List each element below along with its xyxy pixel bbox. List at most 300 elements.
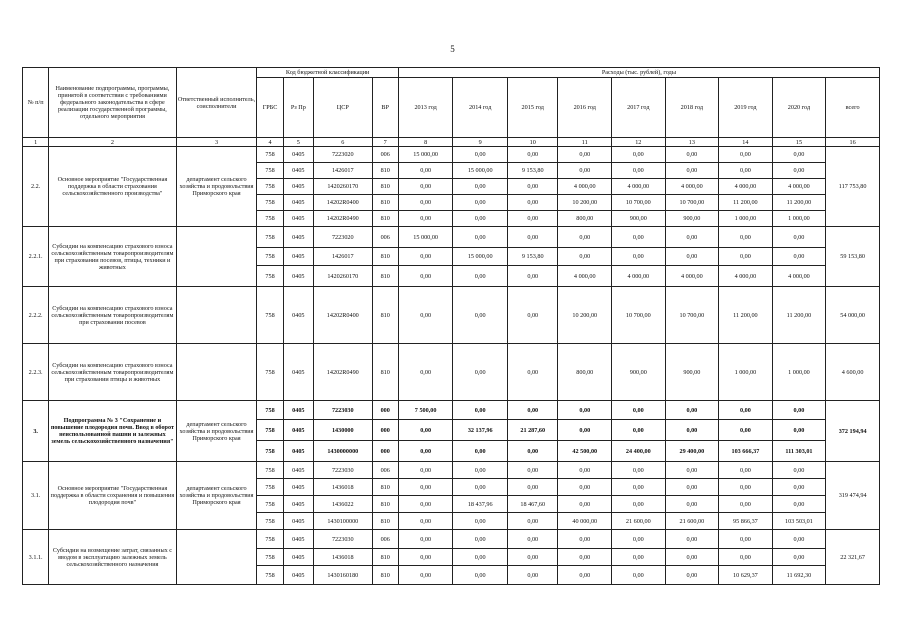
cell-2014: 0,00 xyxy=(453,401,508,420)
cell-2014: 0,00 xyxy=(453,179,508,195)
row-number: 3.1. xyxy=(23,462,49,530)
budget-table xyxy=(22,67,880,585)
cell-2017: 21 600,00 xyxy=(612,513,666,530)
cell-2019: 0,00 xyxy=(719,227,773,248)
cell-2013: 0,00 xyxy=(398,513,453,530)
cell-2015: 9 153,80 xyxy=(507,163,558,179)
cell-2016: 10 200,00 xyxy=(558,287,612,344)
row-total: 22 321,67 xyxy=(826,530,880,585)
cell-csr: 1430000000 xyxy=(313,441,372,462)
cell-2018: 0,00 xyxy=(665,401,719,420)
cell-rzpr: 0405 xyxy=(283,211,313,227)
cell-2017: 0,00 xyxy=(612,530,666,549)
cell-2014: 18 437,96 xyxy=(453,496,508,513)
cell-grbs: 758 xyxy=(257,163,283,179)
cell-2017: 0,00 xyxy=(612,566,666,585)
row-number: 2.2.3. xyxy=(23,344,49,401)
cell-2015: 0,00 xyxy=(507,530,558,549)
cell-csr: 7223030 xyxy=(313,530,372,549)
row-executor xyxy=(176,530,257,585)
cell-2018: 0,00 xyxy=(665,420,719,441)
cell-rzpr: 0405 xyxy=(283,401,313,420)
cell-grbs: 758 xyxy=(257,344,283,401)
cell-2015: 0,00 xyxy=(507,287,558,344)
row-name: Основное мероприятие "Государственная поддержка в области сохранения и повышения плодородия почв" xyxy=(49,462,176,530)
cell-2018: 4 000,00 xyxy=(665,266,719,287)
header-2017: 2017 год xyxy=(612,78,666,138)
col-num: 3 xyxy=(176,138,257,147)
cell-2013: 15 000,00 xyxy=(398,227,453,248)
cell-vr: 810 xyxy=(372,549,398,566)
cell-2018: 0,00 xyxy=(665,496,719,513)
cell-2016: 0,00 xyxy=(558,163,612,179)
cell-2020: 0,00 xyxy=(772,163,826,179)
cell-vr: 810 xyxy=(372,287,398,344)
cell-2018: 10 700,00 xyxy=(665,287,719,344)
cell-vr: 810 xyxy=(372,195,398,211)
cell-2020: 11 692,30 xyxy=(772,566,826,585)
cell-vr: 810 xyxy=(372,479,398,496)
cell-2019: 4 000,00 xyxy=(719,266,773,287)
header-executor: Ответственный исполнитель, соисполнители xyxy=(176,68,257,138)
table-row xyxy=(23,401,880,420)
cell-2017: 4 000,00 xyxy=(612,266,666,287)
cell-2015: 0,00 xyxy=(507,401,558,420)
cell-2018: 0,00 xyxy=(665,462,719,479)
cell-2013: 0,00 xyxy=(398,441,453,462)
cell-2017: 4 000,00 xyxy=(612,179,666,195)
cell-rzpr: 0405 xyxy=(283,248,313,266)
cell-2017: 0,00 xyxy=(612,496,666,513)
cell-2015: 0,00 xyxy=(507,566,558,585)
table-row xyxy=(23,287,880,344)
cell-csr: 1426017 xyxy=(313,248,372,266)
cell-2017: 10 700,00 xyxy=(612,195,666,211)
cell-grbs: 758 xyxy=(257,479,283,496)
cell-2019: 0,00 xyxy=(719,549,773,566)
cell-2016: 0,00 xyxy=(558,227,612,248)
cell-2014: 0,00 xyxy=(453,344,508,401)
col-num: 13 xyxy=(665,138,719,147)
cell-2013: 15 000,00 xyxy=(398,147,453,163)
cell-csr: 1430100000 xyxy=(313,513,372,530)
cell-2017: 0,00 xyxy=(612,479,666,496)
cell-grbs: 758 xyxy=(257,441,283,462)
header-vr: ВР xyxy=(372,78,398,138)
cell-2013: 0,00 xyxy=(398,530,453,549)
cell-2020: 0,00 xyxy=(772,420,826,441)
cell-2018: 0,00 xyxy=(665,227,719,248)
cell-2017: 0,00 xyxy=(612,462,666,479)
cell-vr: 810 xyxy=(372,163,398,179)
cell-rzpr: 0405 xyxy=(283,195,313,211)
header-kbk: Код бюджетной классификации xyxy=(257,68,398,78)
cell-2018: 21 600,00 xyxy=(665,513,719,530)
cell-2019: 1 000,00 xyxy=(719,344,773,401)
cell-grbs: 758 xyxy=(257,195,283,211)
cell-2013: 0,00 xyxy=(398,179,453,195)
cell-2019: 11 200,00 xyxy=(719,287,773,344)
table-row xyxy=(23,462,880,479)
cell-2015: 18 467,60 xyxy=(507,496,558,513)
cell-2019: 1 000,00 xyxy=(719,211,773,227)
cell-grbs: 758 xyxy=(257,287,283,344)
cell-csr: 1430160180 xyxy=(313,566,372,585)
cell-2020: 4 000,00 xyxy=(772,266,826,287)
cell-2019: 10 629,37 xyxy=(719,566,773,585)
cell-2014: 0,00 xyxy=(453,287,508,344)
header-num: № п/п xyxy=(23,68,49,138)
cell-2014: 0,00 xyxy=(453,195,508,211)
cell-2017: 0,00 xyxy=(612,227,666,248)
cell-2020: 0,00 xyxy=(772,530,826,549)
cell-rzpr: 0405 xyxy=(283,227,313,248)
cell-2013: 7 500,00 xyxy=(398,401,453,420)
cell-grbs: 758 xyxy=(257,147,283,163)
cell-vr: 006 xyxy=(372,530,398,549)
row-executor: департамент сельского хозяйства и продовольствия Приморского края xyxy=(176,462,257,530)
cell-2017: 10 700,00 xyxy=(612,287,666,344)
cell-grbs: 758 xyxy=(257,420,283,441)
cell-2016: 0,00 xyxy=(558,530,612,549)
cell-rzpr: 0405 xyxy=(283,530,313,549)
cell-2015: 21 287,60 xyxy=(507,420,558,441)
col-num: 7 xyxy=(372,138,398,147)
cell-2014: 0,00 xyxy=(453,227,508,248)
cell-2018: 0,00 xyxy=(665,566,719,585)
row-total: 319 474,94 xyxy=(826,462,880,530)
cell-2016: 0,00 xyxy=(558,496,612,513)
cell-2016: 10 200,00 xyxy=(558,195,612,211)
cell-2014: 0,00 xyxy=(453,513,508,530)
header-grbs: ГРБС xyxy=(257,78,283,138)
cell-2020: 4 000,00 xyxy=(772,179,826,195)
row-number: 3. xyxy=(23,401,49,462)
row-name: Основное мероприятие "Государственная поддержка в области страхования сельскохозяйственного производства" xyxy=(49,147,176,227)
cell-2015: 0,00 xyxy=(507,211,558,227)
cell-2017: 0,00 xyxy=(612,549,666,566)
col-num: 2 xyxy=(49,138,176,147)
row-number: 2.2.2. xyxy=(23,287,49,344)
header-2018: 2018 год xyxy=(665,78,719,138)
cell-rzpr: 0405 xyxy=(283,179,313,195)
cell-vr: 810 xyxy=(372,179,398,195)
cell-vr: 810 xyxy=(372,513,398,530)
cell-2015: 0,00 xyxy=(507,441,558,462)
cell-csr: 7223020 xyxy=(313,227,372,248)
cell-2013: 0,00 xyxy=(398,344,453,401)
cell-2014: 15 000,00 xyxy=(453,248,508,266)
row-number: 2.2.1. xyxy=(23,227,49,287)
row-name: Субсидии на компенсацию страхового взноса сельскохозяйственным товаропроизводителям при страховании птицы и животных xyxy=(49,344,176,401)
cell-2020: 0,00 xyxy=(772,401,826,420)
cell-grbs: 758 xyxy=(257,530,283,549)
col-num: 4 xyxy=(257,138,283,147)
cell-2018: 10 700,00 xyxy=(665,195,719,211)
cell-grbs: 758 xyxy=(257,227,283,248)
cell-grbs: 758 xyxy=(257,179,283,195)
col-num: 1 xyxy=(23,138,49,147)
cell-2014: 0,00 xyxy=(453,479,508,496)
cell-2020: 0,00 xyxy=(772,227,826,248)
cell-vr: 006 xyxy=(372,227,398,248)
header-name: Наименование подпрограммы, программы, принятой в соответствии с требованиями федерального законодательства в сфере реализации государственной программы, отдельного мероприятия xyxy=(49,68,176,138)
cell-vr: 810 xyxy=(372,248,398,266)
row-total: 372 194,94 xyxy=(826,401,880,462)
cell-grbs: 758 xyxy=(257,513,283,530)
cell-2015: 0,00 xyxy=(507,479,558,496)
cell-2017: 900,00 xyxy=(612,211,666,227)
cell-2014: 32 137,96 xyxy=(453,420,508,441)
cell-2018: 0,00 xyxy=(665,248,719,266)
cell-vr: 006 xyxy=(372,147,398,163)
cell-rzpr: 0405 xyxy=(283,462,313,479)
cell-2013: 0,00 xyxy=(398,248,453,266)
cell-2014: 15 000,00 xyxy=(453,163,508,179)
cell-rzpr: 0405 xyxy=(283,496,313,513)
cell-2013: 0,00 xyxy=(398,549,453,566)
cell-vr: 000 xyxy=(372,401,398,420)
col-num: 10 xyxy=(507,138,558,147)
cell-2013: 0,00 xyxy=(398,266,453,287)
header-2013: 2013 год xyxy=(398,78,453,138)
cell-2015: 9 153,80 xyxy=(507,248,558,266)
cell-2014: 0,00 xyxy=(453,462,508,479)
col-num: 6 xyxy=(313,138,372,147)
cell-grbs: 758 xyxy=(257,266,283,287)
cell-2014: 0,00 xyxy=(453,266,508,287)
row-number: 3.1.1. xyxy=(23,530,49,585)
cell-2020: 0,00 xyxy=(772,479,826,496)
cell-2016: 0,00 xyxy=(558,462,612,479)
cell-grbs: 758 xyxy=(257,496,283,513)
cell-grbs: 758 xyxy=(257,248,283,266)
row-name: Субсидии на компенсацию страхового взноса сельскохозяйственным товаропроизводителям при страховании посевов xyxy=(49,287,176,344)
cell-csr: 1436022 xyxy=(313,496,372,513)
cell-2020: 0,00 xyxy=(772,549,826,566)
cell-2013: 0,00 xyxy=(398,479,453,496)
row-number: 2.2. xyxy=(23,147,49,227)
cell-2020: 11 200,00 xyxy=(772,195,826,211)
cell-2016: 0,00 xyxy=(558,401,612,420)
cell-2013: 0,00 xyxy=(398,566,453,585)
col-num: 9 xyxy=(453,138,508,147)
row-total: 117 753,80 xyxy=(826,147,880,227)
cell-2019: 0,00 xyxy=(719,479,773,496)
cell-2015: 0,00 xyxy=(507,179,558,195)
cell-2019: 0,00 xyxy=(719,401,773,420)
cell-rzpr: 0405 xyxy=(283,266,313,287)
cell-2016: 40 000,00 xyxy=(558,513,612,530)
cell-2013: 0,00 xyxy=(398,462,453,479)
cell-2016: 0,00 xyxy=(558,147,612,163)
cell-2015: 0,00 xyxy=(507,549,558,566)
cell-csr: 1426017 xyxy=(313,163,372,179)
cell-csr: 1436018 xyxy=(313,479,372,496)
table-row xyxy=(23,344,880,401)
column-numbers-row xyxy=(23,138,880,147)
col-num: 12 xyxy=(612,138,666,147)
cell-csr: 14202R0490 xyxy=(313,344,372,401)
cell-2019: 0,00 xyxy=(719,163,773,179)
cell-2014: 0,00 xyxy=(453,441,508,462)
cell-2013: 0,00 xyxy=(398,287,453,344)
header-total: всего xyxy=(826,78,880,138)
cell-2020: 0,00 xyxy=(772,147,826,163)
cell-2019: 11 200,00 xyxy=(719,195,773,211)
cell-2018: 4 000,00 xyxy=(665,179,719,195)
col-num: 8 xyxy=(398,138,453,147)
cell-2015: 0,00 xyxy=(507,266,558,287)
cell-csr: 14202R0490 xyxy=(313,211,372,227)
cell-2018: 0,00 xyxy=(665,530,719,549)
row-executor xyxy=(176,227,257,287)
col-num: 11 xyxy=(558,138,612,147)
cell-2013: 0,00 xyxy=(398,211,453,227)
cell-2018: 0,00 xyxy=(665,549,719,566)
cell-vr: 810 xyxy=(372,344,398,401)
cell-csr: 1420260170 xyxy=(313,266,372,287)
cell-rzpr: 0405 xyxy=(283,566,313,585)
row-name: Субсидии на компенсацию страхового взноса сельскохозяйственным товаропроизводителям при страховании посевов, птицы, техники и животных xyxy=(49,227,176,287)
cell-2020: 1 000,00 xyxy=(772,211,826,227)
row-executor xyxy=(176,344,257,401)
cell-2015: 0,00 xyxy=(507,513,558,530)
cell-2019: 0,00 xyxy=(719,496,773,513)
cell-grbs: 758 xyxy=(257,549,283,566)
cell-2020: 1 000,00 xyxy=(772,344,826,401)
cell-2017: 0,00 xyxy=(612,147,666,163)
header-2015: 2015 год xyxy=(507,78,558,138)
cell-csr: 7223020 xyxy=(313,147,372,163)
cell-2017: 0,00 xyxy=(612,420,666,441)
cell-csr: 14202R0400 xyxy=(313,287,372,344)
cell-2019: 0,00 xyxy=(719,147,773,163)
col-num: 16 xyxy=(826,138,880,147)
cell-2017: 0,00 xyxy=(612,163,666,179)
cell-rzpr: 0405 xyxy=(283,147,313,163)
cell-2019: 0,00 xyxy=(719,462,773,479)
cell-2017: 0,00 xyxy=(612,401,666,420)
cell-2015: 0,00 xyxy=(507,344,558,401)
cell-2017: 0,00 xyxy=(612,248,666,266)
cell-2019: 0,00 xyxy=(719,248,773,266)
cell-csr: 1430000 xyxy=(313,420,372,441)
cell-2016: 800,00 xyxy=(558,211,612,227)
row-executor: департамент сельского хозяйства и продовольствия Приморского края xyxy=(176,147,257,227)
cell-csr: 7223030 xyxy=(313,462,372,479)
cell-grbs: 758 xyxy=(257,566,283,585)
cell-2016: 4 000,00 xyxy=(558,266,612,287)
cell-2016: 0,00 xyxy=(558,420,612,441)
cell-2020: 0,00 xyxy=(772,248,826,266)
cell-2013: 0,00 xyxy=(398,163,453,179)
cell-2019: 0,00 xyxy=(719,530,773,549)
col-num: 14 xyxy=(719,138,773,147)
cell-2020: 11 200,00 xyxy=(772,287,826,344)
cell-grbs: 758 xyxy=(257,401,283,420)
cell-2020: 0,00 xyxy=(772,496,826,513)
cell-vr: 810 xyxy=(372,211,398,227)
table-row xyxy=(23,530,880,549)
cell-2015: 0,00 xyxy=(507,227,558,248)
cell-2014: 0,00 xyxy=(453,549,508,566)
cell-csr: 1436018 xyxy=(313,549,372,566)
cell-2020: 0,00 xyxy=(772,462,826,479)
cell-2020: 103 503,01 xyxy=(772,513,826,530)
cell-2015: 0,00 xyxy=(507,147,558,163)
cell-vr: 000 xyxy=(372,420,398,441)
cell-vr: 810 xyxy=(372,496,398,513)
cell-2020: 111 303,01 xyxy=(772,441,826,462)
cell-2016: 0,00 xyxy=(558,248,612,266)
row-name: Подпрограмма № 3 "Сохранение и повышение плодородия почв. Ввод в оборот неиспользованной пашни и залежных земель сельскохозяйственного назначения" xyxy=(49,401,176,462)
cell-rzpr: 0405 xyxy=(283,344,313,401)
cell-2014: 0,00 xyxy=(453,211,508,227)
cell-vr: 810 xyxy=(372,266,398,287)
cell-2016: 4 000,00 xyxy=(558,179,612,195)
cell-2016: 0,00 xyxy=(558,479,612,496)
cell-grbs: 758 xyxy=(257,211,283,227)
row-total: 54 000,00 xyxy=(826,287,880,344)
row-total: 4 600,00 xyxy=(826,344,880,401)
cell-2016: 0,00 xyxy=(558,566,612,585)
header-2016: 2016 год xyxy=(558,78,612,138)
cell-2019: 0,00 xyxy=(719,420,773,441)
row-name: Субсидии на возмещение затрат, связанных с вводом в эксплуатацию залежных земель сельскохозяйственного назначения xyxy=(49,530,176,585)
cell-2017: 900,00 xyxy=(612,344,666,401)
cell-2014: 0,00 xyxy=(453,566,508,585)
cell-rzpr: 0405 xyxy=(283,287,313,344)
row-total: 59 153,80 xyxy=(826,227,880,287)
row-executor xyxy=(176,287,257,344)
cell-rzpr: 0405 xyxy=(283,479,313,496)
cell-2014: 0,00 xyxy=(453,147,508,163)
page-number: 5 xyxy=(450,44,455,54)
cell-2019: 95 866,37 xyxy=(719,513,773,530)
cell-2017: 24 400,00 xyxy=(612,441,666,462)
cell-rzpr: 0405 xyxy=(283,441,313,462)
col-num: 15 xyxy=(772,138,826,147)
cell-2018: 0,00 xyxy=(665,147,719,163)
cell-csr: 1420260170 xyxy=(313,179,372,195)
row-executor: департамент сельского хозяйства и продовольствия Приморского края xyxy=(176,401,257,462)
cell-csr: 7223030 xyxy=(313,401,372,420)
cell-2019: 4 000,00 xyxy=(719,179,773,195)
col-num: 5 xyxy=(283,138,313,147)
cell-vr: 000 xyxy=(372,441,398,462)
table-row xyxy=(23,147,880,163)
cell-2013: 0,00 xyxy=(398,496,453,513)
cell-2016: 42 500,00 xyxy=(558,441,612,462)
cell-2018: 900,00 xyxy=(665,211,719,227)
header-expenses: Расходы (тыс. рублей), годы xyxy=(398,68,879,78)
cell-csr: 14202R0400 xyxy=(313,195,372,211)
cell-2016: 800,00 xyxy=(558,344,612,401)
cell-2016: 0,00 xyxy=(558,549,612,566)
header-2014: 2014 год xyxy=(453,78,508,138)
cell-2013: 0,00 xyxy=(398,195,453,211)
cell-2013: 0,00 xyxy=(398,420,453,441)
cell-vr: 810 xyxy=(372,566,398,585)
cell-grbs: 758 xyxy=(257,462,283,479)
cell-rzpr: 0405 xyxy=(283,420,313,441)
header-2020: 2020 год xyxy=(772,78,826,138)
cell-2015: 0,00 xyxy=(507,195,558,211)
cell-2018: 0,00 xyxy=(665,479,719,496)
table-row xyxy=(23,227,880,248)
cell-2015: 0,00 xyxy=(507,462,558,479)
